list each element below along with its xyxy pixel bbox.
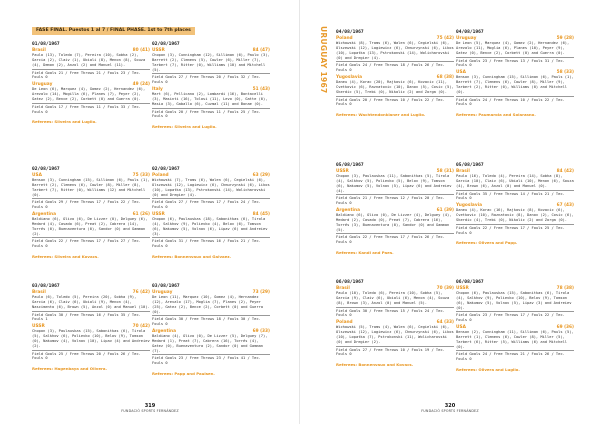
referees: Referees: Papp and Paulsen. — [152, 370, 215, 376]
team-lineup: Baldiano (4), Olivo (0), De Lizzer (5), Delguey (7), Medard (1), Preat (7), Cabrera (16), Torrés (4), Gatez (0), Buenaventura (2), Sandor (0) and Gamman (7). — [152, 334, 268, 353]
team-stats: Field Goals 30 / Free Throws 16 / Fouls 35 / Tec. Fouls 1 — [32, 311, 150, 323]
team-stats: Field Goals 27 / Free Throws 20 / Fouls 32 / Tec. Fouls 0 — [152, 73, 270, 85]
match-date: 03/08/1967 — [152, 284, 180, 289]
team-lineup: Benson (3), Cunningham (15), Silliman (6), Pauls (1), Barrett (2), Clemens (6), Cowler (8), Miller (8), Tarbert (7), Ritter (0), Williams (12) and Mitchell (0). — [32, 178, 150, 197]
team-lineup: Baldiano (6), Olivo (0), De Lizzer (4), Delguey (4), Medard (2), Cavado (0), Preat (7), Cabrera (16), Torrés (3), Buenaventura (0), Sandor (0) and Gamman (5). — [336, 213, 452, 232]
match-block — [456, 163, 574, 246]
team-score: 68 (38) — [436, 74, 454, 80]
side-title-text: URUGUAY 1967 — [319, 26, 328, 94]
team-stats: Field Goals 20 / Free Throws 10 / Fouls 22 / Tec. Fouls 0 — [336, 96, 454, 108]
phase-header: FASE FINAL. Puestos 1 al 7 / FINAL PHASE. 1st to 7th places — [32, 27, 195, 35]
match-date: 05/08/1967 — [456, 163, 484, 168]
page-footer — [300, 403, 600, 413]
referees: Referees: Hagenbaya and Olivera. — [32, 366, 107, 372]
match-block — [336, 30, 454, 118]
referees: Referees: Silveira and Luglio. — [152, 124, 217, 130]
team-stats: Field Goals 31 / Free Throws 16 / Fouls 21 / Tec. Fouls 0 — [152, 237, 270, 249]
team-name: USA — [456, 70, 466, 76]
page-number: 319 — [144, 403, 156, 409]
match-block — [152, 42, 270, 130]
team-name: USSR — [152, 211, 165, 217]
team-name: Yugoslavia — [456, 203, 482, 209]
match-date: 02/08/1967 — [152, 42, 180, 47]
team-score: 75 (33) — [132, 173, 150, 178]
team-score: 76 (42) — [132, 290, 150, 295]
team-score: 69 (36) — [556, 324, 574, 330]
team-lineup: Paulo (13), Toledo (7), Pereira (10), Sobha (2), Garcia (2), Claiv (1), Ubiali (8), Menon (8), Souza (4), Demon (2), Anzol (2) and Manuel (11). — [32, 53, 146, 67]
team-score: 84 (42) — [556, 169, 574, 174]
team-stats: Field Goals 23 / Free Throws 17 / Fouls 22 / Tec. Fouls 0 — [456, 311, 574, 323]
team-score: 73 (29) — [252, 290, 270, 295]
team-name: Poland — [152, 173, 169, 178]
team-lineup: De Leon (5), Marquez (4), Gomez (2), Hernandez (6), Arevalo (11), Moglia (6), Planes (10), Peyer (9), Gatez (0), Bence (2), Corbett (0) and Guerra (0). — [456, 41, 570, 55]
referees: Referees: Paumarola and Solarzano. — [456, 112, 536, 118]
team-stats: Field Goals 23 / Free Throws 13 / Fouls 31 / Tec. Fouls 0 — [456, 57, 574, 69]
team-lineup: Benson (2), Cunningham (11), Silliman (6), Pauls (5), Barrett (1), Clemens (6), Cowler (8), Miller (5), Tarbert (6), Ritter (5), Williams (6) and Mitchell (0). — [456, 330, 574, 349]
team-lineup: Chopon (6), Paulauskas (15), Sabonitkas (6), Tirola (4), Salkhov (9), Polievko (10), Belov (9), Tomson (6), Nakumov (5), Volnov (5), Lipav (3) and Andreiev (0). — [456, 291, 572, 310]
team-lineup: Wichowski (5), Trams (4), Walen (6), Cegielski (6), Olszewski (12), Lagiewicz (6), Chmurzynski (6), Likos (10), Lopatka (7), Pstrokonski (11), Wolicharovski (0) and Dregier (2). — [336, 325, 454, 344]
referees: Referees: Bonnenvaux and Galvaez. — [152, 253, 231, 259]
referees: Referees: Silveira and Kovacs. — [32, 253, 99, 259]
team-lineup: De Leon (6), Marquez (4), Gomez (2), Hernandez (6), Arevalo (14), Mogilla (6), Planes (7), Peyer (2), Gatez (2), Bence (2), Corbett (0) and Guerra (0). — [32, 87, 146, 101]
page-footer — [0, 403, 300, 413]
referees: Referees: Kandi and Paes. — [336, 249, 394, 255]
team-name: Argentina — [152, 328, 176, 334]
team-score: 51 (43) — [252, 86, 270, 92]
team-score: 49 (24) — [132, 82, 150, 88]
team-score: 78 (38) — [556, 286, 574, 291]
team-score: 63 (29) — [252, 173, 270, 178]
match-date: 04/08/1967 — [336, 30, 364, 35]
referees: Referees: Bonnenvaux and Kovacs. — [336, 362, 414, 368]
team-name: Argentina — [336, 207, 360, 213]
team-stats: Field Goals 24 / Free Throws 10 / Fouls 22 / Tec. Fouls 0 — [456, 96, 574, 108]
publisher-credit: FUNDACIÓ SPORTS FERNÁNDEZ — [421, 409, 479, 413]
team-lineup: Wichowski (7), Trams (6), Walen (6), Cegielski (6), Olszewski (12), Lagiewicz (6), Chmurzynski (6), Likos (10), Lopatka (13), Pstrokonski (14), Wolicharovski (0) and Dregier (4). — [152, 178, 270, 197]
referees: Referees: Silveira and Luglio. — [32, 119, 97, 125]
team-name: Brasil — [32, 290, 46, 295]
match-block — [152, 284, 270, 377]
match-block — [456, 280, 574, 373]
match-block — [152, 167, 270, 260]
team-name: USSR — [32, 324, 45, 330]
team-name: USSR — [336, 169, 349, 174]
team-name: Uruguay — [152, 290, 173, 295]
team-name: Brasil — [32, 48, 46, 53]
page-number: 320 — [444, 403, 456, 409]
match-date: 04/08/1967 — [456, 30, 484, 35]
match-date: 01/08/1967 — [32, 42, 60, 47]
team-score: 70 (42) — [132, 324, 150, 330]
team-stats: Field Goals 22 / Free Throws 17 / Fouls 25 / Tec. Fouls 0 — [456, 224, 574, 236]
team-score: 75 (42) — [436, 36, 454, 41]
team-stats: Field Goals 21 / Free Throws 12 / Fouls 20 / Tec. Fouls 0 — [336, 194, 454, 206]
match-block — [32, 284, 150, 372]
team-name: USA — [32, 173, 42, 178]
match-date: 02/08/1967 — [32, 167, 60, 172]
match-block — [32, 167, 150, 260]
team-stats: Field Goals 17 / Free Throws 11 / Fouls 33 / Tec. Fouls 0 — [32, 103, 150, 115]
match-block — [336, 163, 454, 256]
match-date: 02/08/1967 — [152, 167, 180, 172]
team-score: 69 (33) — [252, 328, 270, 334]
team-name: USA — [456, 324, 466, 330]
team-lineup: Daneu (4), Korac (16), Rajkovic (8), Kovacic (6), Cvetkovic (10), Raznatovic (8), Danov (2), Cosic (6), Skerdic (4), Trebi (0), Nikolic (2) and Zorga (0). — [456, 208, 574, 222]
team-score: 84 (47) — [252, 48, 270, 53]
team-lineup: Paulo (6), Toledo (5), Pereira (20), Sobha (9), Garcia (6), Claiv (6), Ubiali (9), Menon (4), Nascimento (6), Brown (5), Anzol (0) and Manuel (10). — [32, 295, 150, 309]
team-score: 67 (43) — [556, 203, 574, 209]
team-score: 61 (39) — [436, 207, 454, 213]
team-lineup: Chopon (3), Cunningham (12), Silliman (6), Paulo (3), Barrett (2), Clemens (5), Cowler (6), Miller (7), Tarbert (7), Ritter (0), Williams (10) and Mitchell (5). — [152, 53, 270, 72]
match-date: 06/08/1967 — [456, 280, 484, 285]
team-name: USSR — [152, 48, 165, 53]
team-name: Yugoslavia — [336, 74, 362, 80]
referees: Referees: Olivera and Luglio. — [456, 366, 520, 372]
team-score: 70 (39) — [436, 286, 454, 291]
team-lineup: Paulo (16), Toledo (4), Pereira (14), Sobha (8), Garcia (10), Claiv (6), Ubiali (10), Menon (6), Souza (4), Brown (6), Anzol (0) and Manuel (0). — [456, 174, 574, 188]
referees: Referees: Olivera and Papp. — [456, 240, 518, 246]
team-stats: Field Goals 24 / Free Throws 18 / Fouls 26 / Tec. Fouls 0 — [336, 61, 454, 73]
team-score: 58 (31) — [436, 169, 454, 174]
team-name: Argentina — [32, 211, 56, 217]
team-lineup: De Leon (11), Marquez (10), Gomez (4), Hernandez (12), Arevalo (17), Moglia (7), Planes (2), Peyer (25), Gatez (2), Bence (2), Corbett (0) and Guerra (0). — [152, 295, 264, 314]
publisher-credit: FUNDACIÓ SPORTS FERNÁNDEZ — [121, 409, 179, 413]
team-score: 80 (41) — [132, 48, 150, 53]
team-stats: Field Goals 23 / Free Throws 23 / Fouls 41 / Tec. Fouls 0 — [152, 354, 270, 366]
team-lineup: Daneu (4), Korac (20), Rajkovic (6), Kovacic (11), Cvetkovic (6), Raznatovic (10), Danov (5), Cosic (5), Skerdic (5), Trebi (0), Nikolic (2) and Zorga (0). — [336, 80, 454, 94]
team-name: Poland — [336, 320, 353, 326]
team-name: Brasil — [336, 286, 350, 291]
referees: Referees: Wachtendonkianer and Luglio. — [336, 112, 426, 118]
team-name: Uruguay — [456, 36, 477, 41]
team-lineup: Mart (6), Pellicano (2), Lombardi (16), Bontacelli (3), Masinti (16), Tolosi (11), Levo (0), Gatte (0), Masia (3), Gaballo (6), Cuzmal (11) and Bonae (0). — [152, 92, 268, 106]
right-page — [300, 0, 600, 424]
match-date: 05/08/1967 — [336, 163, 364, 168]
team-score: 64 (33) — [436, 320, 454, 326]
match-block — [336, 280, 454, 368]
team-stats: Field Goals 22 / Free Throws 17 / Fouls 27 / Tec. Fouls 0 — [32, 237, 150, 249]
team-name: Brasil — [456, 169, 470, 174]
team-stats: Field Goals 30 / Free Throws 15 / Fouls 24 / Tec. Fouls 0 — [336, 307, 454, 319]
team-score: 61 (26) — [132, 211, 150, 217]
team-lineup: Chopon (6), Paulauskas (18), Sabonitkas (6), Tirola (4), Salkhov (9), Polievko (4), Belov (6), Tomson (6), Nakumov (5), Volnov (6), Lipav (6) and Andreiev (3). — [152, 217, 268, 236]
team-stats: Field Goals 22 / Free Throws 17 / Fouls 26 / Tec. Fouls 0 — [336, 233, 454, 245]
team-name: USSR — [456, 286, 469, 291]
match-block — [456, 30, 574, 118]
team-lineup: Baldiano (6), Olivo (6), De Lizzer (0), Delguey (6), Medard (4), Cavado (6), Preat (2), Cabrera (14), Torrés (0), Buenaventura (0), Sandor (0) and Gamman (2). — [32, 217, 148, 236]
team-stats: Field Goals 30 / Free Throws 18 / Fouls 30 / Tec. Fouls 0 — [152, 315, 270, 327]
team-stats: Field Goals 21 / Free Throws 21 / Fouls 23 / Tec. Fouls 0 — [32, 69, 150, 81]
team-stats: Field Goals 20 / Free Throws 11 / Fouls 25 / Tec. Fouls 0 — [152, 108, 270, 120]
match-block — [32, 42, 150, 125]
team-stats: Field Goals 25 / Free Throws 20 / Fouls 26 / Tec. Fouls 0 — [32, 350, 150, 362]
team-lineup: Wichowski (8), Trams (6), Walen (6), Cegielski (6), Olszewski (12), Lagiewicz (6), Chmurzynski (6), Likos (10), Lopatka (13), Pstrokonski (14), Wolicharovski (0) and Dregier (4). — [336, 41, 454, 60]
team-stats: Field Goals 27 / Free Throws 17 / Fouls 24 / Tec. Fouls 0 — [152, 198, 270, 210]
side-title — [318, 26, 328, 116]
team-stats: Field Goals 35 / Free Throws 14 / Fouls 21 / Tec. Fouls 0 — [456, 190, 574, 202]
team-lineup: Chopon (3), Paulauskas (11), Sabonitkas (5), Tirola (4), Salkhov (5), Polievko (5), Belov (9), Tomson (6), Nakumov (5), Volnov (5), Lipav (6) and Andreiev (4). — [336, 174, 452, 193]
team-stats: Field Goals 29 / Free Throws 17 / Fouls 22 / Tec. Fouls 0 — [32, 198, 150, 210]
match-date: 06/08/1967 — [336, 280, 364, 285]
team-lineup: Benson (3), Cunningham (15), Silliman (6), Pauls (1), Barrett (7), Clemens (6), Cowler (8), Miller (9), Tarbert (2), Ritter (0), Williams (0) and Mitchell (0). — [456, 75, 574, 94]
team-stats: Field Goals 27 / Free Throws 10 / Fouls 19 / Tec. Fouls 0 — [336, 346, 454, 358]
team-lineup: Chopon (3), Paulauskas (15), Sabonitkas (6), Tirola (5), Salkhov (6), Polievko (10), Belov (9), Tomson (0), Nakumov (4), Volnov (10), Lipav (4) and Andreiev (2). — [32, 329, 150, 348]
match-date: 03/08/1967 — [32, 284, 60, 289]
team-score: 59 (28) — [556, 36, 574, 41]
team-stats: Field Goals 24 / Free Throws 21 / Fouls 26 / Tec. Fouls 0 — [456, 350, 574, 362]
team-lineup: Paulo (10), Toledo (6), Pereira (10), Sobha (5), Garcia (9), Claiv (6), Ubiali (6), Menon (4), Souza (8), Brown (3), Anzol (0) and Manuel (5). — [336, 291, 450, 305]
team-score: 58 (33) — [556, 70, 574, 76]
team-name: Poland — [336, 36, 353, 41]
team-name: Italy — [152, 86, 163, 92]
team-name: Uruguay — [32, 82, 53, 88]
team-score: 84 (45) — [252, 211, 270, 217]
